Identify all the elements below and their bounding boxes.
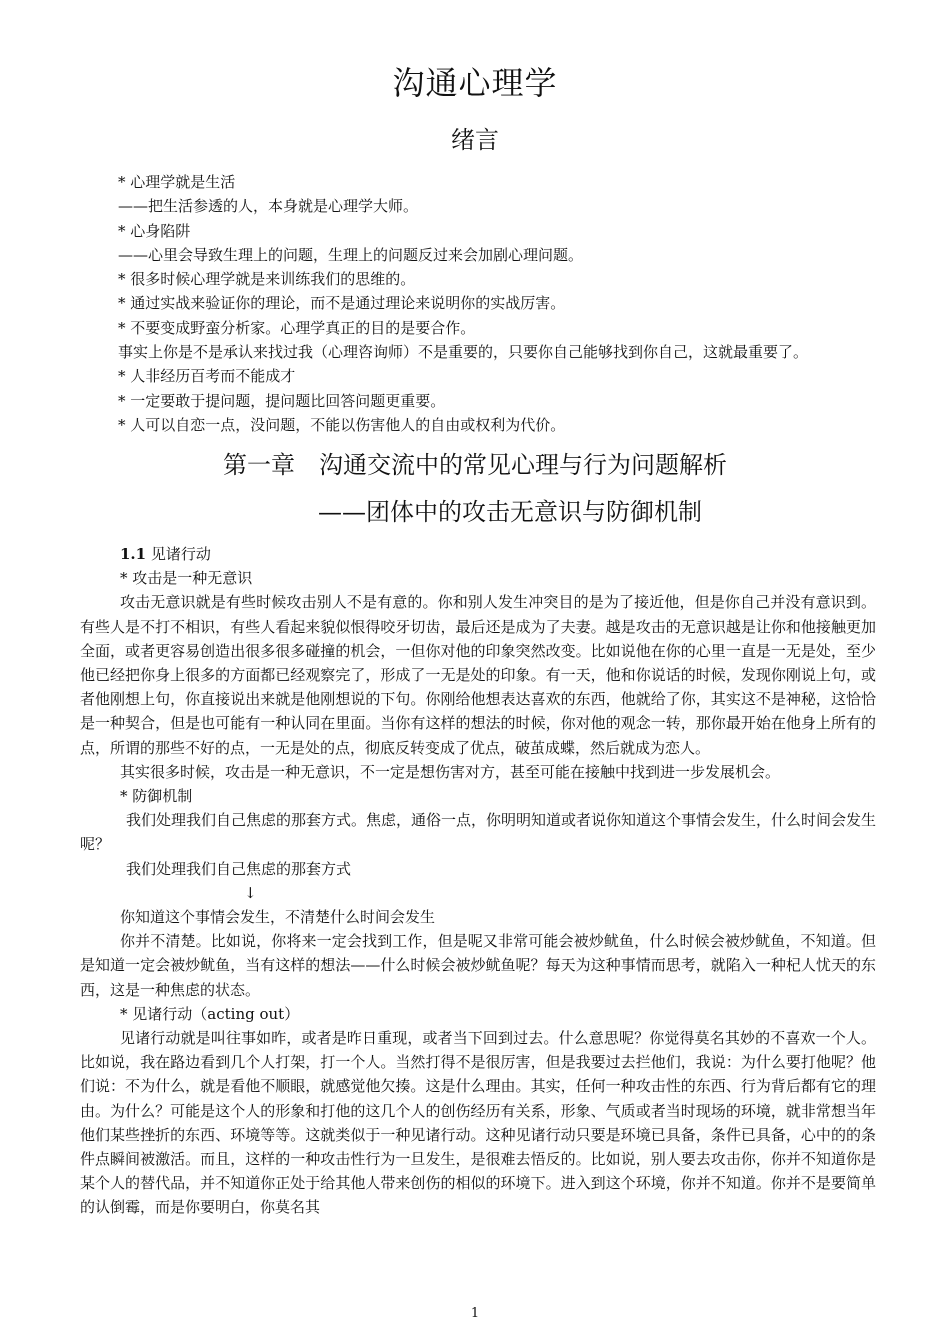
section-heading bbox=[80, 542, 876, 566]
intro-line: ——把生活参透的人，本身就是心理学大师。 bbox=[118, 197, 419, 216]
intro-line: * 通过实战来验证你的理论，而不是通过理论来说明你的实战厉害。 bbox=[118, 294, 566, 313]
intro-line: * 人非经历百考而不能成才 bbox=[118, 367, 296, 386]
bullet-attack: * 攻击是一种无意识 bbox=[120, 569, 253, 588]
intro-line: * 不要变成野蛮分析家。心理学真正的目的是要合作。 bbox=[118, 318, 476, 337]
page-number: 1 bbox=[470, 1306, 480, 1321]
section-number: 1.1 bbox=[120, 545, 147, 563]
bullet-defense: * 防御机制 bbox=[120, 787, 193, 806]
paragraph-acting-out: 见诸行动就是叫往事如昨，或者是昨日重现，或者当下回到过去。什么意思呢？你觉得莫名其妙的不喜欢一个人。比如说，我在路边看到几个人打架，打一个人。当然打得不是很厉害，但是我要过去拦他们，我说：为什么要打他呢？他们说：不为什么，就是看他不顺眼，就感觉他欠揍。这是什么理由。其实，任何一种攻击性的东西、行为背后都有它的理由。为什么？可能是这个人的形象和打他的这几个人的创伤经历有关系，形象、气质或者当时现场的环境，就非常想当年他们某些挫折的东西、环境等等。这就类似于一种见诸行动。这种见诸行动只要是环境已具备，条件已具备，心中的的条件点瞬间被激活。而且，这样的一种攻击性行为一旦发生，是很难去悟反的。比如说，别人要去攻击你，你并不知道你是某个人的替代品，并不知道你正处于给其他人带来创伤的相似的环境下。进入到这个环境，你并不知道。你并不是要简单的认倒霉，而是你要明白，你莫名其 bbox=[80, 1029, 876, 1217]
down-arrow-icon: ↓ bbox=[244, 883, 257, 902]
intro-line: 事实上你是不是承认来找过我（心理咨询师）不是重要的，只要你自己能够找到你自己，这就最重要了。 bbox=[118, 343, 809, 362]
flow-bottom: 你知道这个事情会发生，不清楚什么时间会发生 bbox=[120, 908, 436, 927]
flow-top: 我们处理我们自己焦虑的那套方式 bbox=[126, 859, 352, 878]
paragraph-anxiety: 你并不清楚。比如说，你将来一定会找到工作，但是呢又非常可能会被炒鱿鱼，什么时候会被炒鱿鱼，不知道。但是知道一定会被炒鱿鱼，当有这样的想法——什么时候会被炒鱿鱼呢？每天为这种事情而思考，就陷入一种杞人忧天的东西，这是一种焦虑的状态。 bbox=[80, 932, 876, 999]
paragraph-defense: 我们处理我们自己焦虑的那套方式。焦虑，通俗一点，你明明知道或者说你知道这个事情会发生，什么时间会发生呢？ bbox=[80, 811, 877, 854]
intro-line: * 心身陷阱 bbox=[118, 221, 191, 240]
chapter-subtitle: ——团体中的攻击无意识与防御机制 bbox=[318, 498, 702, 526]
intro-line: ——心里会导致生理上的问题，生理上的问题反过来会加剧心理问题。 bbox=[118, 245, 584, 264]
document-subtitle: 绪言 bbox=[451, 126, 499, 154]
bullet-acting-out: * 见诸行动（acting out） bbox=[120, 1004, 300, 1023]
chapter-title: 第一章 沟通交流中的常见心理与行为问题解析 bbox=[223, 451, 727, 479]
document-title: 沟通心理学 bbox=[392, 64, 558, 102]
intro-line: * 很多时候心理学就是来训练我们的思维的。 bbox=[118, 270, 416, 289]
intro-line: * 一定要敢于提问题，提问题比回答问题更重要。 bbox=[118, 391, 446, 410]
paragraph-attack: 攻击无意识就是有些时候攻击别人不是有意的。你和别人发生冲突目的是为了接近他，但是你自己并没有意识到。有些人是不打不相识，有些人看起来貌似恨得咬牙切齿，最后还是成为了夫妻。越是攻击的无意识越是让你和他接触更加全面，或者更容易创造出很多很多碰撞的机会，一但你对他的印象突然改变。比如说他在你的心里一直是一无是处，至少他已经把你身上很多的方面都已经观察完了，形成了一无是处的印象。有一天，他和你说话的时候，发现你刚说上句，或者他刚想上句，你直接说出来就是他刚想说的下句。你刚给他想表达喜欢的东西，他就给了你，其实这不是神秘，这恰恰是一种契合，但是也可能有一种认同在里面。当你有这样的想法的时候，你对他的观念一转，那你最开始在他身上所有的点，所谓的那些不好的点，一无是处的点，彻底反转变成了优点，破茧成蝶，然后就成为恋人。 bbox=[80, 593, 876, 757]
intro-line: * 人可以自恋一点，没问题，不能以伤害他人的自由或权利为代价。 bbox=[118, 415, 566, 434]
intro-list bbox=[118, 170, 888, 437]
section-title: 见诸行动 bbox=[150, 545, 211, 563]
intro-line: * 心理学就是生活 bbox=[118, 173, 236, 191]
body-text bbox=[80, 542, 876, 1220]
paragraph-attack-summary: 其实很多时候，攻击是一种无意识，不一定是想伤害对方，甚至可能在接触中找到进一步发展机会。 bbox=[120, 762, 781, 781]
